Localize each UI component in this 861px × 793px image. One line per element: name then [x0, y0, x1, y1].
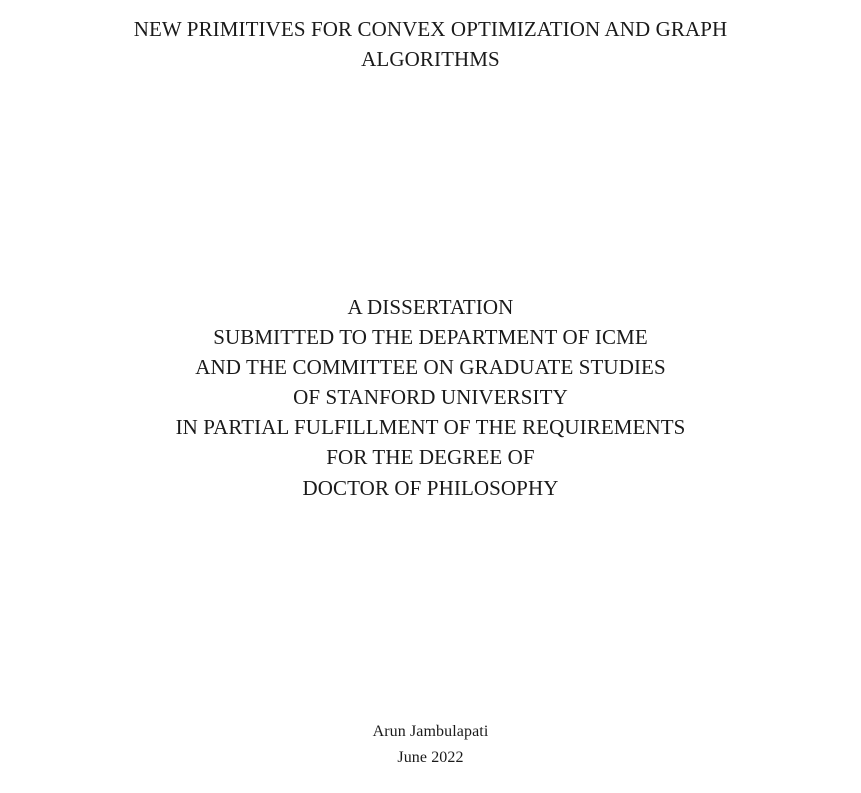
thesis-title-line-2: ALGORITHMS [361, 47, 500, 71]
dissertation-line-7: DOCTOR OF PHILOSOPHY [302, 476, 559, 500]
dissertation-line-4: OF STANFORD UNIVERSITY [293, 385, 568, 409]
dissertation-line-6: FOR THE DEGREE OF [326, 445, 535, 469]
dissertation-line-1: A DISSERTATION [347, 295, 514, 319]
author-name: Arun Jambulapati [372, 723, 489, 740]
submission-date: June 2022 [397, 749, 464, 766]
dissertation-line-2: SUBMITTED TO THE DEPARTMENT OF ICME [213, 325, 648, 349]
thesis-title-line-1: NEW PRIMITIVES FOR CONVEX OPTIMIZATION AND GRAPH [133, 17, 728, 41]
dissertation-line-5: IN PARTIAL FULFILLMENT OF THE REQUIREMENTS [175, 415, 686, 439]
dissertation-line-3: AND THE COMMITTEE ON GRADUATE STUDIES [195, 355, 666, 379]
